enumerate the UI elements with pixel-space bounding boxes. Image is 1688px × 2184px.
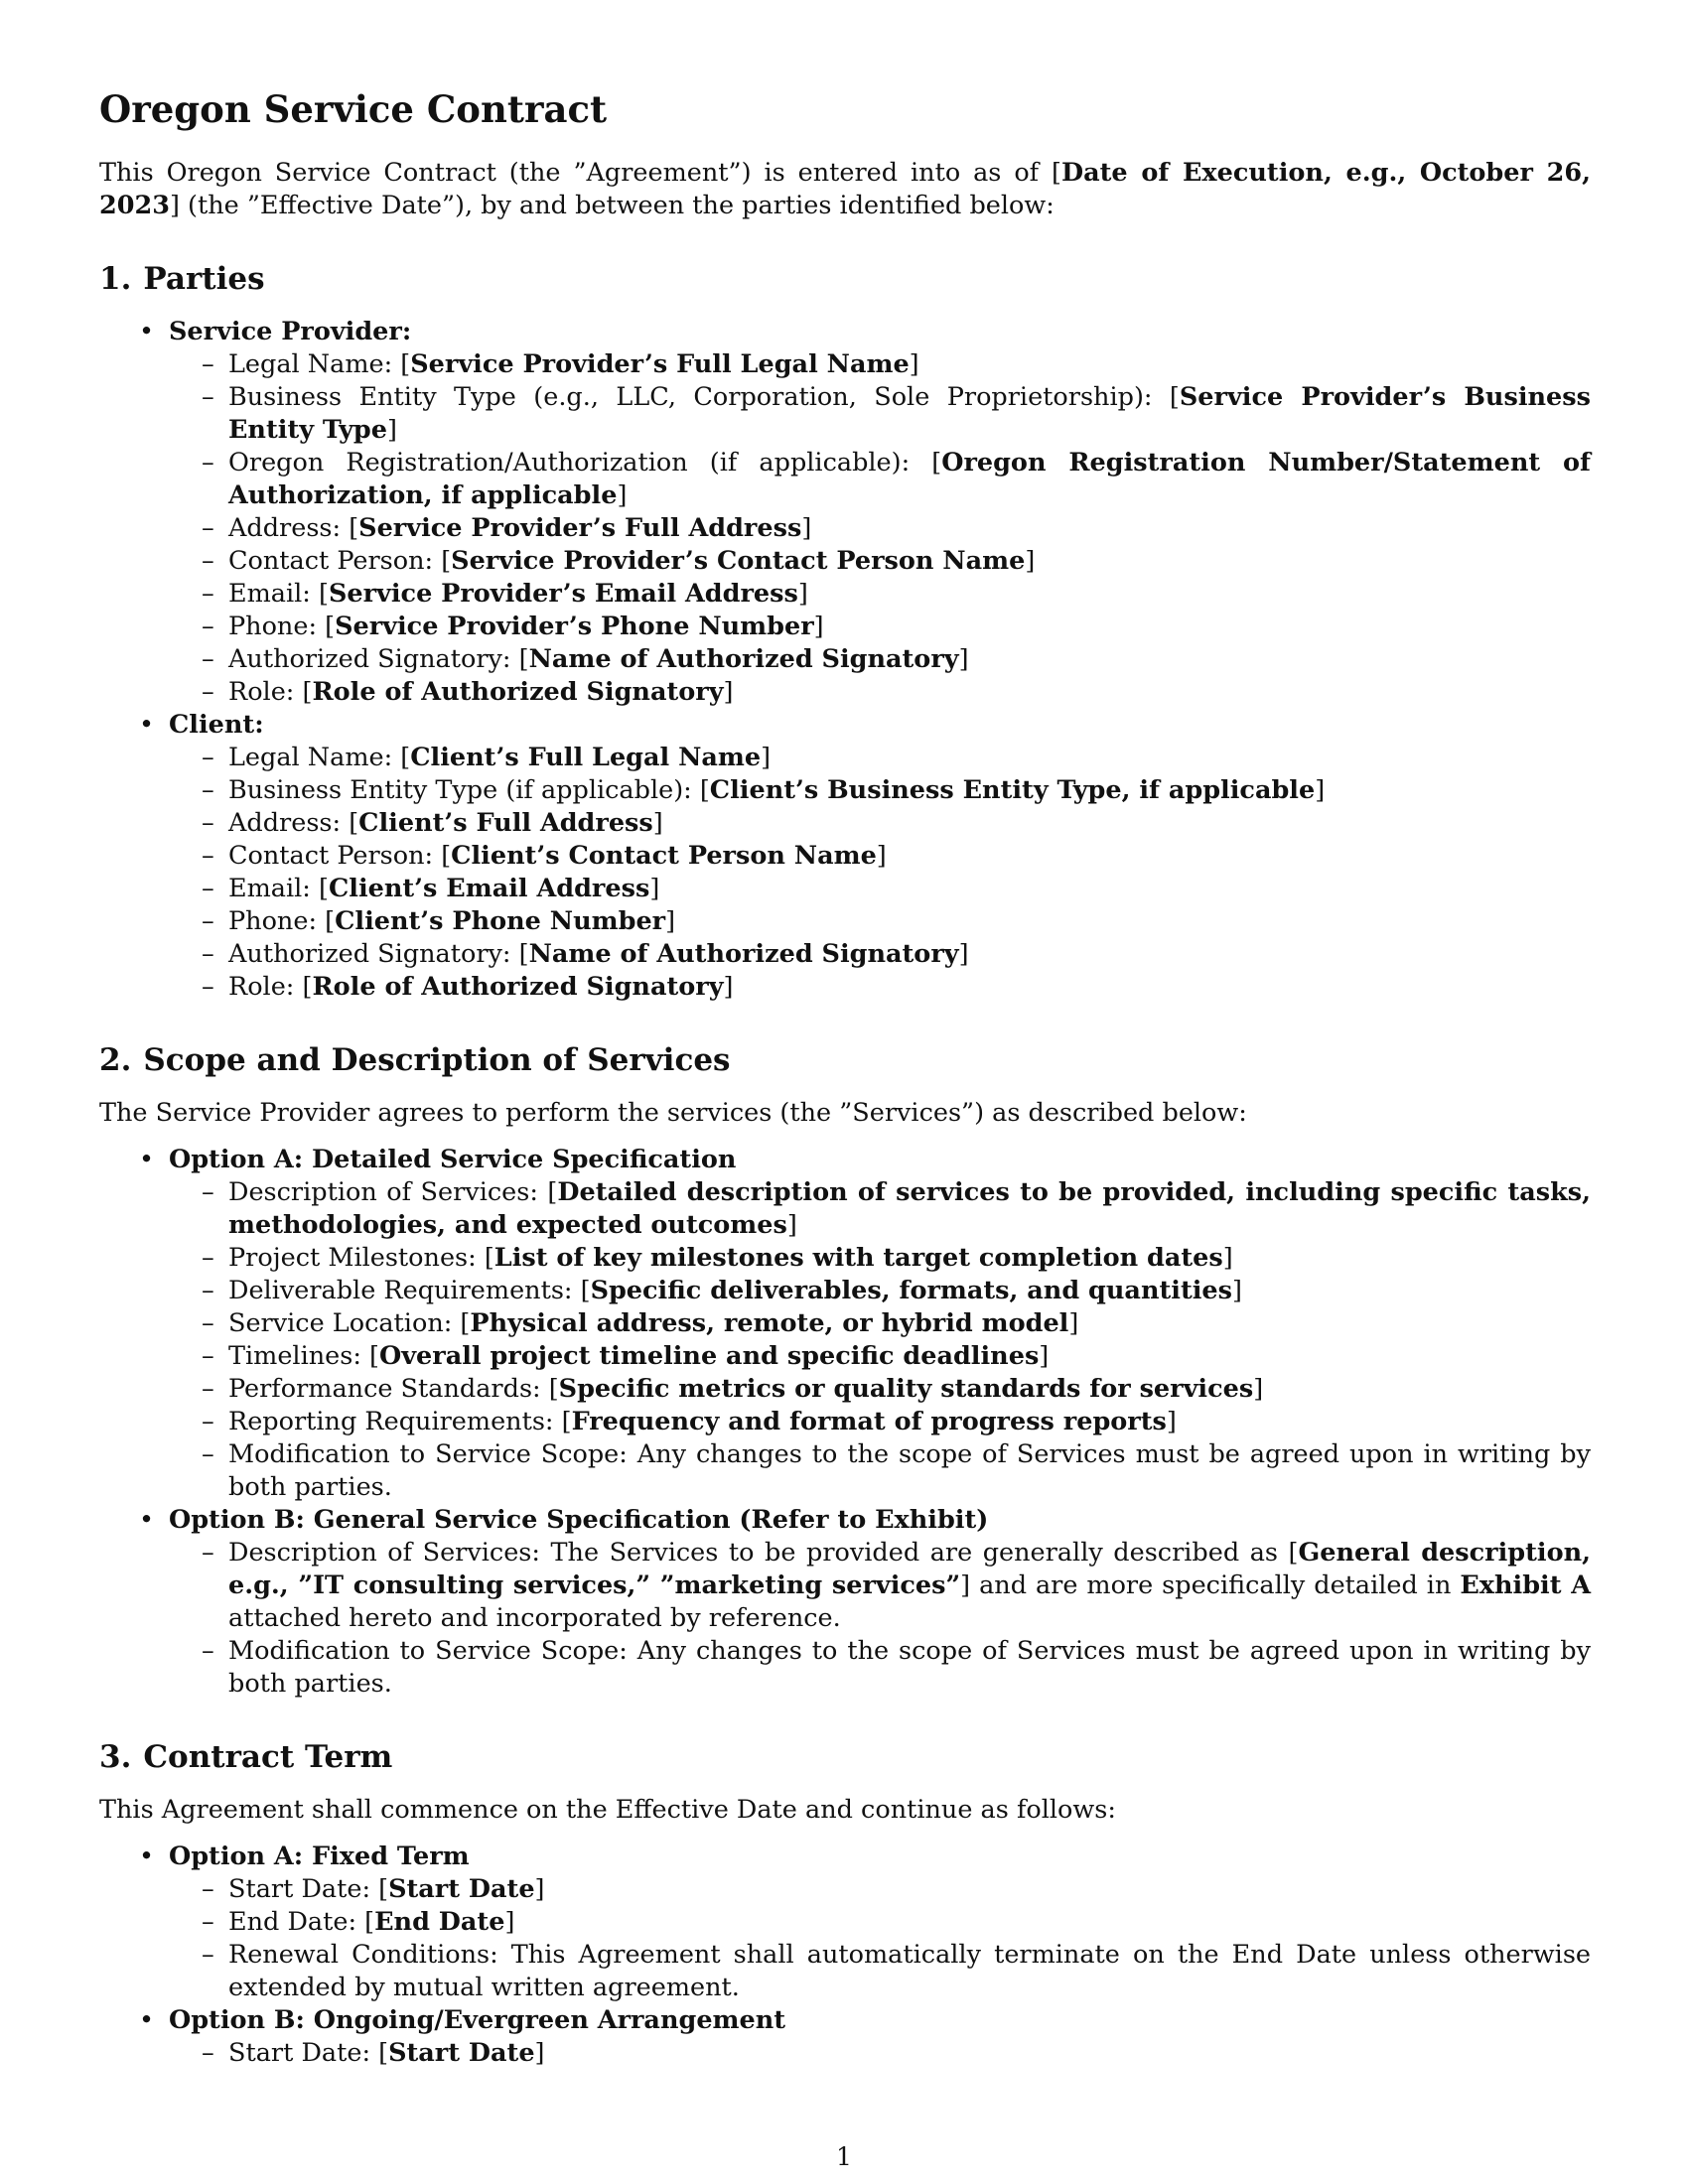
optb-desc-text-1: Description of Services: The Services to be provided are generally described as [ [228, 1538, 1299, 1568]
parties-list [99, 316, 1591, 1004]
list-item [169, 1340, 1591, 1373]
section-3-number: 3. [99, 1739, 132, 1775]
term-option-a-renewal: – Renewal Conditions: This Agreement shall automatically terminate on the End Date unless otherwise extended by mutual written agreement. [169, 1939, 1591, 2004]
list-item [169, 578, 1591, 611]
services-option-a-modification: – Modification to Service Scope: Any changes to the scope of Services must be agreed upon in writing by both parties. [169, 1438, 1591, 1504]
item-placeholder: Service Provider’s Email Address [328, 579, 798, 609]
section-1-heading [99, 260, 1591, 298]
list-item [169, 348, 1591, 381]
item-bracket-close: ] [801, 513, 812, 543]
item-placeholder: Frequency and format of progress reports [571, 1407, 1167, 1436]
section-3-heading [99, 1738, 1591, 1776]
item-placeholder: Physical address, remote, or hybrid model [470, 1308, 1069, 1338]
item-label: Business Entity Type (e.g., LLC, Corporation, Sole Proprietorship): [ [228, 382, 1180, 412]
item-bracket-close: ] [813, 612, 824, 641]
section-2-heading [99, 1041, 1591, 1079]
item-bracket-close: ] [1039, 1341, 1050, 1371]
term-option-b-details [169, 2037, 1591, 2070]
item-label: Phone: [ [228, 612, 336, 641]
list-item [169, 1373, 1591, 1406]
item-placeholder: Detailed description of services to be provided, including specific tasks, methodologies, and expected outcomes [228, 1177, 1592, 1240]
item-placeholder: Service Provider’s Contact Person Name [451, 546, 1026, 576]
client-details [169, 742, 1591, 1004]
item-bracket-close: ] [1315, 775, 1326, 805]
item-placeholder: Overall project timeline and specific deadlines [379, 1341, 1040, 1371]
item-bracket-close: ] [723, 677, 734, 707]
item-label: Role: [ [228, 677, 313, 707]
item-placeholder: Service Provider’s Phone Number [335, 612, 814, 641]
item-bracket-close: ] [652, 808, 663, 838]
client-label: Client: [169, 710, 264, 740]
list-item [169, 447, 1591, 512]
item-placeholder: Role of Authorized Signatory [312, 972, 724, 1002]
list-item [169, 1873, 1591, 1906]
term-option-b [99, 2004, 1591, 2070]
list-item [169, 938, 1591, 971]
item-label: Email: [ [228, 874, 329, 903]
item-bracket-close: ] [958, 644, 969, 674]
list-item [169, 676, 1591, 709]
item-placeholder: Name of Authorized Signatory [528, 939, 959, 969]
item-bracket-close: ] [1253, 1374, 1264, 1404]
list-item [169, 742, 1591, 774]
list-item [169, 905, 1591, 938]
section-1-title: Parties [143, 261, 265, 297]
item-placeholder: Start Date [388, 2038, 535, 2068]
intro-text-1: This Oregon Service Contract (the ”Agreement”) is entered into as of [ [99, 158, 1061, 188]
item-placeholder: Specific metrics or quality standards for services [558, 1374, 1254, 1404]
item-placeholder: Client’s Phone Number [335, 906, 666, 936]
list-item [169, 1275, 1591, 1307]
intro-date-placeholder: Date of Execution, e.g., October 26, 2023 [99, 158, 1591, 220]
services-option-b [99, 1504, 1591, 1701]
item-bracket-close: ] [534, 1874, 545, 1904]
item-label: Phone: [ [228, 906, 336, 936]
item-bracket-close: ] [1222, 1243, 1233, 1273]
list-item [169, 1176, 1591, 1242]
item-label: Oregon Registration/Authorization (if applicable): [ [228, 448, 942, 478]
item-label: Legal Name: [ [228, 349, 411, 379]
item-label: End Date: [ [228, 1907, 375, 1937]
section-2-intro: The Service Provider agrees to perform the services (the ”Services”) as described below: [99, 1098, 1247, 1128]
document-title: Oregon Service Contract [99, 87, 608, 131]
item-placeholder: Name of Authorized Signatory [528, 644, 959, 674]
item-label: Deliverable Requirements: [ [228, 1276, 591, 1305]
services-option-a [99, 1144, 1591, 1504]
section-2-number: 2. [99, 1042, 132, 1078]
optb-desc-placeholder: General description, e.g., ”IT consulting services,” ”marketing services” [228, 1538, 1592, 1600]
item-label: Address: [ [228, 808, 359, 838]
item-placeholder: End Date [374, 1907, 505, 1937]
item-label: Contact Person: [ [228, 546, 452, 576]
term-options-list [99, 1841, 1591, 2070]
term-option-a [99, 1841, 1591, 2004]
item-placeholder: Client’s Business Entity Type, if applicable [709, 775, 1316, 805]
item-label: Authorized Signatory: [ [228, 939, 529, 969]
item-label: Timelines: [ [228, 1341, 379, 1371]
item-label: Address: [ [228, 513, 359, 543]
term-option-a-label: Option A: Fixed Term [169, 1842, 470, 1871]
term-option-a-details [169, 1873, 1591, 2004]
item-bracket-close: ] [1232, 1276, 1242, 1305]
services-option-b-label: Option B: General Service Specification (Refer to Exhibit) [169, 1505, 989, 1535]
services-option-b-details [169, 1537, 1591, 1701]
section-3-title: Contract Term [143, 1739, 393, 1775]
client-item [99, 709, 1591, 1004]
intro-text-2: ] (the ”Effective Date”), by and between the parties identified below: [169, 191, 1055, 220]
item-placeholder: Client’s Contact Person Name [451, 841, 877, 871]
item-label: Role: [ [228, 972, 313, 1002]
item-bracket-close: ] [723, 972, 734, 1002]
item-placeholder: Start Date [388, 1874, 535, 1904]
item-placeholder: Service Provider’s Full Legal Name [410, 349, 910, 379]
item-placeholder: Client’s Email Address [328, 874, 650, 903]
item-bracket-close: ] [1166, 1407, 1177, 1436]
list-item [169, 807, 1591, 840]
services-option-a-details [169, 1176, 1591, 1504]
item-bracket-close: ] [876, 841, 887, 871]
item-bracket-close: ] [649, 874, 660, 903]
list-item [169, 1242, 1591, 1275]
list-item [169, 1307, 1591, 1340]
section-1-number: 1. [99, 261, 132, 297]
item-bracket-close: ] [386, 415, 397, 445]
list-item [169, 1406, 1591, 1438]
item-label: Project Milestones: [ [228, 1243, 494, 1273]
item-placeholder: Client’s Full Address [358, 808, 653, 838]
item-bracket-close: ] [797, 579, 808, 609]
services-options-list [99, 1144, 1591, 1701]
list-item [169, 2037, 1591, 2070]
section-3-intro: This Agreement shall commence on the Effective Date and continue as follows: [99, 1795, 1116, 1825]
item-bracket-close: ] [1068, 1308, 1079, 1338]
list-item [169, 611, 1591, 643]
item-label: Reporting Requirements: [ [228, 1407, 572, 1436]
services-option-a-label: Option A: Detailed Service Specification [169, 1145, 737, 1174]
item-label: Business Entity Type (if applicable): [ [228, 775, 710, 805]
item-bracket-close: ] [534, 2038, 545, 2068]
item-label: Email: [ [228, 579, 329, 609]
list-item [169, 774, 1591, 807]
item-bracket-close: ] [958, 939, 969, 969]
service-provider-label: Service Provider: [169, 317, 412, 346]
item-placeholder: Service Provider’s Business Entity Type [228, 382, 1591, 445]
item-placeholder: Client’s Full Legal Name [410, 743, 762, 772]
services-option-b-modification: – Modification to Service Scope: Any changes to the scope of Services must be agreed upon in writing by both parties. [169, 1635, 1591, 1701]
list-item [169, 512, 1591, 545]
service-provider-details [169, 348, 1591, 709]
list-item [169, 381, 1591, 447]
item-bracket-close: ] [1025, 546, 1036, 576]
item-placeholder: List of key milestones with target completion dates [493, 1243, 1223, 1273]
list-item [169, 971, 1591, 1004]
item-label: Start Date: [ [228, 2038, 389, 2068]
term-option-b-label: Option B: Ongoing/Evergreen Arrangement [169, 2005, 786, 2035]
item-bracket-close: ] [761, 743, 772, 772]
services-option-b-description [169, 1537, 1591, 1635]
item-bracket-close: ] [909, 349, 919, 379]
document-page [99, 87, 1591, 2070]
list-item [169, 873, 1591, 905]
item-bracket-close: ] [504, 1907, 515, 1937]
service-provider-item [99, 316, 1591, 709]
item-bracket-close: ] [617, 480, 628, 510]
page-number: 1 [836, 2142, 852, 2171]
section-2-title: Scope and Description of Services [143, 1042, 731, 1078]
item-bracket-close: ] [786, 1210, 797, 1240]
item-label: Authorized Signatory: [ [228, 644, 529, 674]
list-item [169, 840, 1591, 873]
list-item [169, 643, 1591, 676]
optb-desc-text-3: attached hereto and incorporated by reference. [228, 1603, 841, 1633]
list-item [169, 545, 1591, 578]
item-label: Description of Services: [ [228, 1177, 558, 1207]
item-label: Contact Person: [ [228, 841, 452, 871]
optb-desc-exhibit: Exhibit A [1460, 1570, 1591, 1600]
item-placeholder: Specific deliverables, formats, and quantities [590, 1276, 1232, 1305]
item-placeholder: Service Provider’s Full Address [358, 513, 802, 543]
item-label: Start Date: [ [228, 1874, 389, 1904]
item-placeholder: Oregon Registration Number/Statement of Authorization, if applicable [228, 448, 1591, 510]
item-label: Service Location: [ [228, 1308, 471, 1338]
list-item [169, 1906, 1591, 1939]
item-label: Legal Name: [ [228, 743, 411, 772]
item-label: Performance Standards: [ [228, 1374, 559, 1404]
item-placeholder: Role of Authorized Signatory [312, 677, 724, 707]
optb-desc-text-2: ] and are more specifically detailed in [960, 1570, 1461, 1600]
item-bracket-close: ] [665, 906, 676, 936]
intro-paragraph [99, 157, 1591, 222]
